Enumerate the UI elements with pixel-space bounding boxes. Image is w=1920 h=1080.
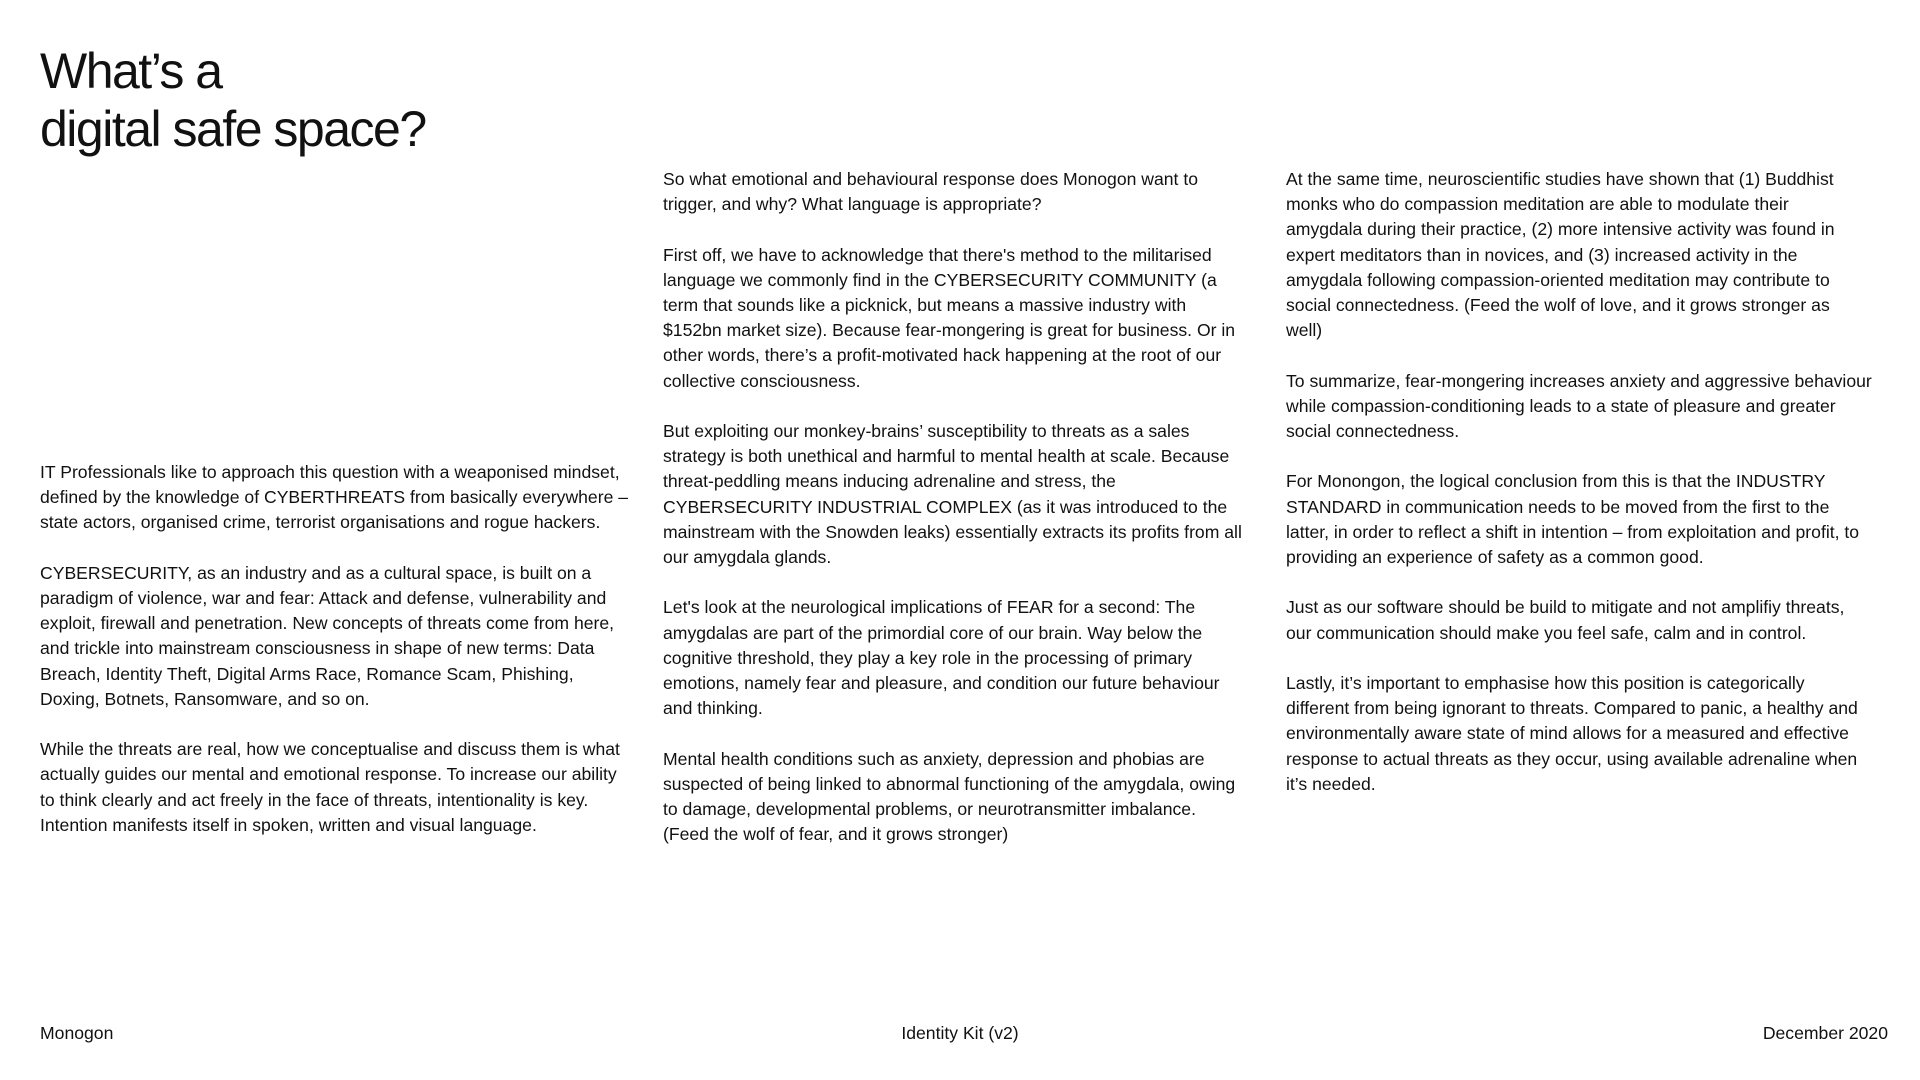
footer-document-title: Identity Kit (v2) [901, 1023, 1019, 1043]
paragraph: Let's look at the neurological implications of FEAR for a second: The amygdalas are part of the primordial core of our brain. Way below the cognitive threshold, they play a key role in the processing of primary emotions, namely fear and pleasure, and condition our future behaviour and thinking. [663, 597, 1220, 719]
paragraph: While the threats are real, how we conceptualise and discuss them is what actually guides our mental and emotional response. To increase our ability to think clearly and act freely in the face of threats, intentionality is key. Intention manifests itself in spoken, written and visual language. [40, 739, 620, 835]
paragraph: Just as our software should be build to mitigate and not amplifiy threats, our communication should make you feel safe, calm and in control. [1286, 597, 1845, 643]
text-column-middle [663, 167, 1273, 847]
paragraph: For Monongon, the logical conclusion from this is that the INDUSTRY STANDARD in communication needs to be moved from the first to the latter, in order to reflect a shift in intention – from exploitation and profit, to providing an experience of safety as a common good. [1286, 471, 1860, 568]
paragraph: Mental health conditions such as anxiety, depression and phobias are suspected of being linked to abnormal functioning of the amygdala, owing to damage, developmental problems, or neurotransmitter imbalance. (Feed the wolf of fear, and it grows stronger) [663, 748, 1236, 845]
paragraph: CYBERSECURITY, as an industry and as a cultural space, is built on a paradigm of violence, war and fear: Attack and defense, vulnerability and exploit, firewall and penetration. New concepts of threats come from here, and trickle into mainstream consciousness in shape of new terms: Data Breach, Identity Theft, Digital Arms Race, Romance Scam, Phishing, Doxing, Botnets, Ransomware, and so on. [40, 562, 615, 709]
page-title [40, 42, 426, 158]
footer-brand: Monogon [40, 1023, 114, 1043]
page-title-line-2: digital safe space? [40, 101, 426, 157]
text-column-right [1286, 167, 1896, 797]
paragraph: Lastly, it’s important to emphasise how this position is categorically different from being ignorant to threats. Compared to panic, a healthy and environmentally aware state of mind allows for a measured and effective response to actual threats as they occur, using available adrenaline when it’s needed. [1286, 673, 1858, 794]
paragraph: At the same time, neuroscientific studies have shown that (1) Buddhist monks who do compassion meditation are able to modulate their amygdala during their practice, (2) more intensive activity was found in expert meditators than in novices, and (3) increased activity in the amygdala following compassion-oriented meditation may contribute to social connectedness. (Feed the wolf of love, and it grows stronger as well) [1286, 169, 1835, 341]
paragraph: But exploiting our monkey-brains’ susceptibility to threats as a sales strategy is both unethical and harmful to mental health at scale. Because threat-peddling means inducing adrenaline and stress, the CYBERSECURITY INDUSTRIAL COMPLEX (as it was introduced to the mainstream with the Snowden leaks) essentially extracts its profits from all our amygdala glands. [663, 421, 1242, 568]
page-title-line-1: What’s a [40, 43, 222, 99]
text-column-left [40, 460, 650, 838]
paragraph: So what emotional and behavioural response does Monogon want to trigger, and why? What language is appropriate? [663, 169, 1199, 215]
footer-date: December 2020 [1762, 1023, 1888, 1043]
paragraph: IT Professionals like to approach this question with a weaponised mindset, defined by the knowledge of CYBERTHREATS from basically everywhere – state actors, organised crime, terrorist organisations and rogue hackers. [40, 462, 629, 533]
paragraph: First off, we have to acknowledge that there's method to the militarised language we commonly find in the CYBERSECURITY COMMUNITY (a term that sounds like a picknick, but means a massive industry with $152bn market size). Because fear-mongering is great for business. Or in other words, there’s a profit-motivated hack happening at the root of our collective consciousness. [663, 244, 1236, 391]
paragraph: To summarize, fear-mongering increases anxiety and aggressive behaviour while compassion-conditioning leads to a state of pleasure and greater social connectedness. [1286, 370, 1872, 442]
